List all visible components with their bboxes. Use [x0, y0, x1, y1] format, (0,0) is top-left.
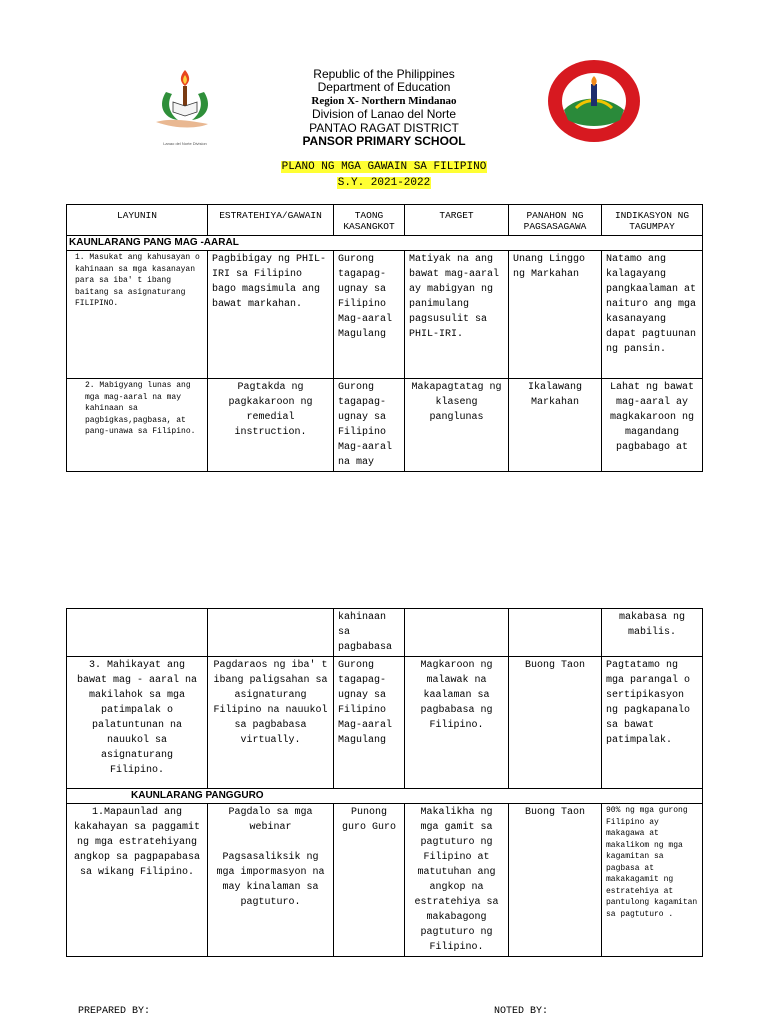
prepared-by-label: PREPARED BY:: [78, 1006, 151, 1017]
cell-panahon: Buong Taon: [509, 657, 602, 789]
cell-panahon: [509, 609, 602, 657]
cell-estratehiya: [208, 609, 334, 657]
plan-table-page2: [66, 608, 703, 957]
cell-layunin: 3. Mahikayat ang bawat mag - aaral na makilahok sa mga patimpalak o palatuntunan na nauukol sa asignaturang Filipino.: [67, 657, 208, 789]
table-row: [67, 804, 703, 957]
col-header-indikasyon: INDIKASYON NG TAGUMPAY: [602, 205, 703, 236]
table-row: [67, 609, 703, 657]
document-subtitle: S.Y. 2021-2022: [337, 177, 431, 189]
cell-taong: Gurong tagapag-ugnay sa Filipino Mag-aaral Magulang: [334, 657, 405, 789]
cell-indikasyon: Natamo ang kalagayang pangkaalaman at naituro ang mga kasanayang dapat pagtuunan ng pansin.: [602, 251, 703, 379]
cell-target: Makapagtatag ng klaseng panglunas: [405, 379, 509, 472]
school-seal: [546, 58, 642, 144]
header-school: PANSOR PRIMARY SCHOOL: [302, 134, 466, 149]
table-row: [67, 657, 703, 789]
col-header-estratehiya: ESTRATEHIYA/GAWAIN: [208, 205, 334, 236]
col-header-layunin: LAYUNIN: [67, 205, 208, 236]
cell-layunin: 1. Masukat ang kahusayan o kahinaan sa mga kasanayan para sa iba' t ibang baitang sa asignaturang FILIPINO.: [67, 251, 208, 379]
estratehiya-webinar: Pagdalo sa mga webinar: [228, 807, 313, 833]
table-row: [67, 251, 703, 379]
cell-panahon: Buong Taon: [509, 804, 602, 957]
header-republic: Republic of the Philippines: [313, 67, 455, 81]
cell-taong: Gurong tagapag-ugnay sa Filipino Mag-aaral Magulang: [334, 251, 405, 379]
cell-layunin: [67, 609, 208, 657]
cell-layunin: 1.Mapaunlad ang kakahayan sa paggamit ng mga estratehiyang angkop sa pagpapabasa sa wikang Filipino.: [67, 804, 208, 957]
col-header-panahon: PANAHON NG PAGSASAGAWA: [509, 205, 602, 236]
cell-estratehiya: Pagbibigay ng PHIL-IRI sa Filipino bago magsimula ang bawat markahan.: [208, 251, 334, 379]
noted-by-label: NOTED BY:: [494, 1006, 549, 1017]
col-header-target: TARGET: [405, 205, 509, 236]
cell-estratehiya: Pagtakda ng pagkakaroon ng remedial instruction.: [208, 379, 334, 472]
header-district: PANTAO RAGAT DISTRICT: [309, 120, 459, 135]
section-pang-mag-aaral: KAUNLARANG PANG MAG -AARAL: [67, 236, 703, 251]
section-pangguro: KAUNLARANG PANGGURO: [67, 789, 703, 804]
section-row: [67, 236, 703, 251]
section-row: [67, 789, 703, 804]
plan-table-page1: [66, 204, 703, 472]
division-logo: [148, 62, 222, 146]
cell-taong: Punong guro Guro: [334, 804, 405, 957]
division-logo-caption: Lanao del Norte Division: [163, 141, 207, 146]
cell-target: Matiyak na ang bawat mag-aaral ay mabigyan ng panimulang pagsusulit sa PHIL-IRI.: [405, 251, 509, 379]
cell-target: Makalikha ng mga gamit sa pagtuturo ng Filipino at matutuhan ang angkop na estratehiya sa makabagong pagtuturo ng Filipino.: [405, 804, 509, 957]
cell-estratehiya: Pagdaraos ng iba' t ibang paligsahan sa asignaturang Filipino na nauukol sa pagbabasa virtually.: [208, 657, 334, 789]
cell-taong: Gurong tagapag-ugnay sa Filipino Mag-aaral na may: [334, 379, 405, 472]
cell-panahon: Ikalawang Markahan: [509, 379, 602, 472]
document-title: PLANO NG MGA GAWAIN SA FILIPINO: [281, 161, 487, 173]
cell-taong: kahinaan sa pagbabasa: [334, 609, 405, 657]
cell-indikasyon: 90% ng mga gurong Filipino ay makagawa at makalikom ng mga kagamitan sa pagbasa at makakagamit ng estratehiya at pantulong kagamitan sa pagtuturo .: [602, 804, 703, 957]
header-department: Department of Education: [317, 80, 451, 95]
cell-target: Magkaroon ng malawak na kaalaman sa pagbabasa ng Filipino.: [405, 657, 509, 789]
estratehiya-pagsasaliksik: Pagsasaliksik ng mga impormasyon na may kinalaman sa pagtuturo.: [216, 852, 325, 908]
document-header: [250, 68, 518, 148]
header-division: Division of Lanao del Norte: [311, 107, 457, 122]
col-header-taong: TAONG KASANGKOT: [334, 205, 405, 236]
cell-estratehiya: [208, 804, 334, 957]
cell-panahon: Unang Linggo ng Markahan: [509, 251, 602, 379]
header-region: Region X- Northern Mindanao: [311, 94, 457, 107]
cell-layunin: 2. Mabigyang lunas ang mga mag-aaral na may kahinaan sa pagbigkas,pagbasa, at pang-unawa sa Filipino.: [67, 379, 208, 472]
cell-indikasyon: Lahat ng bawat mag-aaral ay magkakaroon ng magandang pagbabago at: [602, 379, 703, 472]
table-row: [67, 379, 703, 472]
table-header-row: [67, 205, 703, 236]
cell-indikasyon: Pagtatamo ng mga parangal o sertipikasyon ng pagkapanalo sa bawat patimpalak.: [602, 657, 703, 789]
cell-indikasyon: makabasa ng mabilis.: [602, 609, 703, 657]
cell-target: [405, 609, 509, 657]
